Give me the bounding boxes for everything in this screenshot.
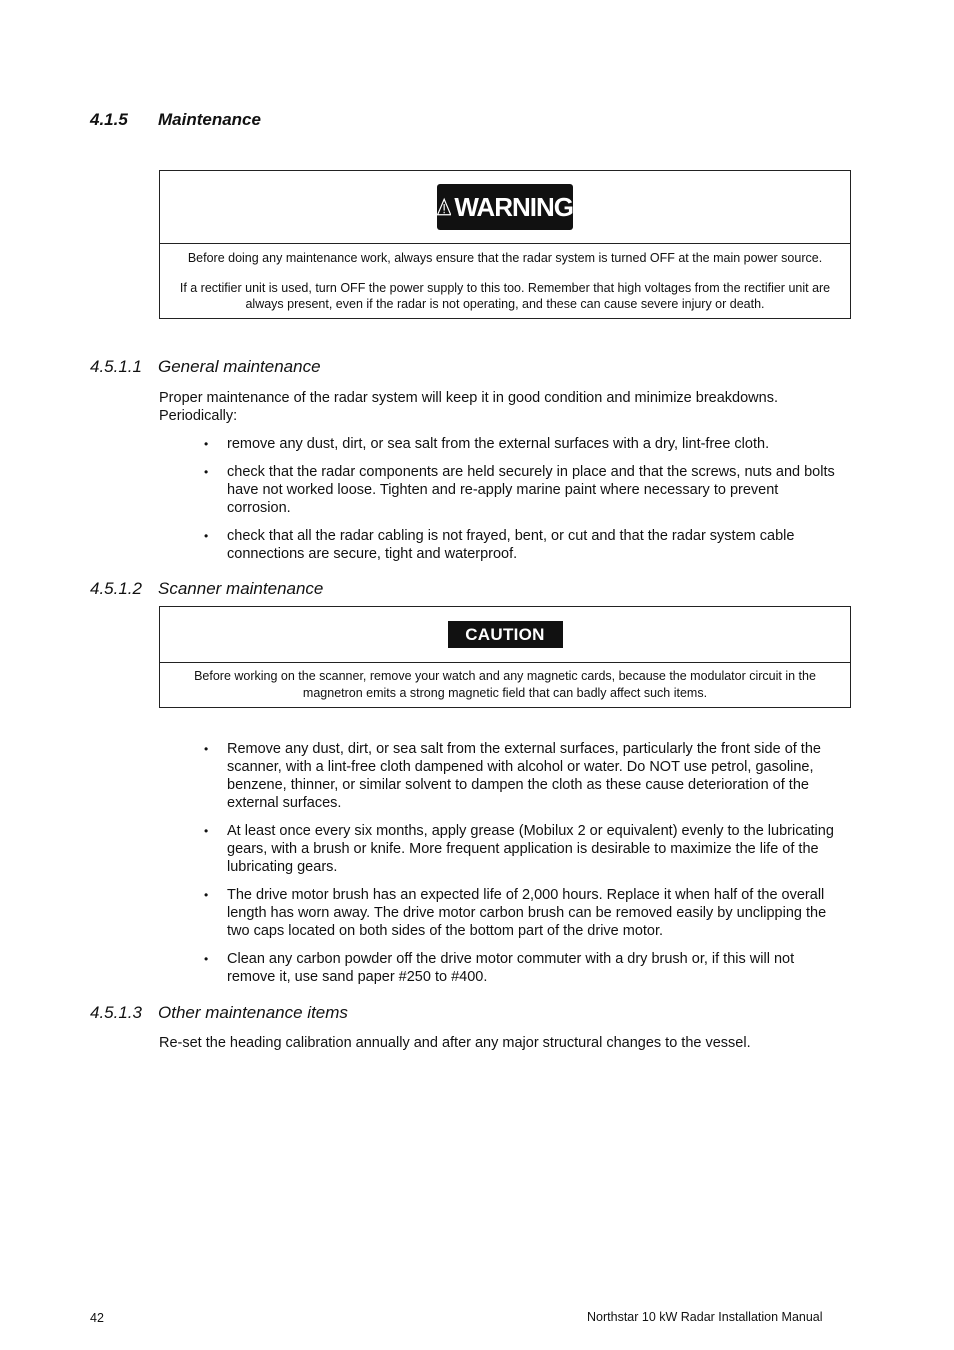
other-number: 4.5.1.3 <box>90 1003 142 1022</box>
other-text: Re-set the heading calibration annually and after any major structural changes to the vessel. <box>159 1035 751 1051</box>
bullet-marker: • <box>204 888 209 902</box>
bullet-marker: • <box>204 742 209 756</box>
general-bullet-list <box>204 435 844 563</box>
page-number: 42 <box>90 1311 104 1325</box>
caution-text: Before working on the scanner, remove your watch and any magnetic cards, because the modulator circuit in the magnetron emits a strong magnetic field that can badly affect such items. <box>194 669 816 700</box>
warning-paragraph: If a rectifier unit is used, turn OFF the power supply to this too. Remember that high voltages from the rectifier unit are always present, even if the radar is not operating, and these can cause severe injury or death. <box>179 280 831 311</box>
general-intro: Proper maintenance of the radar system will keep it in good condition and minimize breakdowns. Periodically: <box>159 390 778 424</box>
list-item-text: At least once every six months, apply grease (Mobilux 2 or equivalent) evenly to the lubricating gears, with a brush or knife. More frequent application is desirable to maximize the life of the lubricating gears. <box>227 823 834 875</box>
scanner-bullet-list <box>204 740 844 986</box>
section-title: Maintenance <box>158 110 261 129</box>
list-item <box>204 950 844 986</box>
manual-title: Northstar 10 kW Radar Installation Manual <box>587 1310 823 1324</box>
bullet-marker: • <box>204 529 209 543</box>
warning-triangle-icon <box>437 192 451 222</box>
bullet-marker: • <box>204 824 209 838</box>
warning-paragraph: Before doing any maintenance work, always ensure that the radar system is turned OFF at the main power source. <box>187 251 823 265</box>
general-heading <box>90 357 490 379</box>
bullet-marker: • <box>204 437 209 451</box>
warning-box <box>159 170 851 319</box>
list-item-text: Remove any dust, dirt, or sea salt from the external surfaces, particularly the front side of the scanner, with a lint-free cloth dampened with alcohol or water. Do NOT use petrol, gasoline, benzene, thinner, or similar solvent to dampen the cloth as these cause deterioration of the external surfaces. <box>227 741 821 811</box>
scanner-number: 4.5.1.2 <box>90 579 142 598</box>
list-item-text: The drive motor brush has an expected life of 2,000 hours. Replace it when half of the overall length has worn away. The drive motor carbon brush can be removed easily by unclipping the two caps located on both sides of the bottom part of the drive motor. <box>227 887 827 939</box>
warning-header <box>160 171 850 244</box>
list-item-text: Clean any carbon powder off the drive motor commuter with a dry brush or, if this will not remove it, use sand paper #250 to #400. <box>227 951 795 985</box>
warning-label: WARNING <box>454 191 573 222</box>
bullet-marker: • <box>204 465 209 479</box>
list-item <box>204 822 844 876</box>
scanner-heading <box>90 579 490 601</box>
list-item <box>204 886 844 940</box>
section-heading <box>90 110 490 132</box>
caution-header <box>160 607 850 663</box>
general-title: General maintenance <box>158 357 321 376</box>
other-title: Other maintenance items <box>158 1003 348 1022</box>
scanner-title: Scanner maintenance <box>158 579 324 598</box>
list-item <box>204 527 844 563</box>
bullet-marker: • <box>204 952 209 966</box>
list-item-text: remove any dust, dirt, or sea salt from the external surfaces with a dry, lint-free cloth. <box>227 436 770 452</box>
list-item <box>204 463 844 517</box>
section-number: 4.1.5 <box>90 110 128 129</box>
list-item-text: check that all the radar cabling is not frayed, bent, or cut and that the radar system cable connections are secure, tight and waterproof. <box>227 528 795 562</box>
caution-box <box>159 606 851 708</box>
warning-body <box>160 250 850 313</box>
list-item-text: check that the radar components are held securely in place and that the screws, nuts and bolts have not worked loose. Tighten and re-apply marine paint where necessary to prevent corrosion. <box>227 464 835 516</box>
other-heading <box>90 1003 490 1025</box>
warning-badge <box>437 184 573 230</box>
caution-badge: CAUTION <box>448 621 563 648</box>
list-item <box>204 740 844 812</box>
general-number: 4.5.1.1 <box>90 357 142 376</box>
list-item <box>204 435 844 453</box>
